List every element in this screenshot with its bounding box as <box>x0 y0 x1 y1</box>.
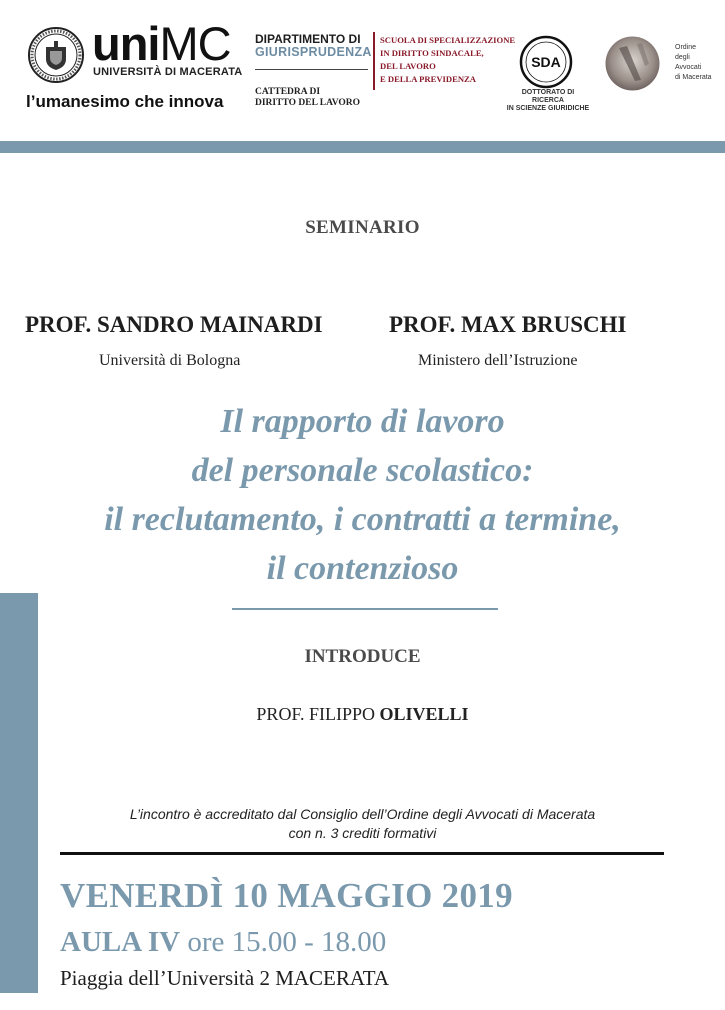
introducer-first: PROF. FILIPPO <box>256 704 376 724</box>
footer-divider <box>60 852 664 855</box>
title-line-3: il reclutamento, i contratti a termine, <box>104 501 621 538</box>
title-line-1: Il rapporto di lavoro <box>220 403 505 440</box>
seminar-title <box>0 397 725 593</box>
introduce-label: INTRODUCE <box>304 646 421 667</box>
avvocati-logo-image <box>605 36 660 91</box>
department-line-1: DIPARTIMENTO DI <box>255 32 361 46</box>
sda-logo <box>519 35 573 89</box>
speaker-2-name: PROF. MAX BRUSCHI <box>389 312 627 337</box>
scuola-line-4: E DELLA PREVIDENZA <box>380 74 476 84</box>
unimc-subtitle: UNIVERSITÀ DI MACERATA <box>93 66 243 78</box>
event-time: ore 15.00 - 18.00 <box>187 926 387 958</box>
department-divider <box>255 69 368 70</box>
title-divider <box>232 608 498 610</box>
event-date: VENERDÌ 10 MAGGIO 2019 <box>60 876 513 915</box>
event-type-label: SEMINARIO <box>305 217 420 238</box>
title-line-4: il contenzioso <box>266 550 459 587</box>
avvocati-line-3: Avvocati <box>675 64 702 71</box>
department-logo <box>255 33 372 59</box>
scuola-label <box>380 34 515 86</box>
avvocati-line-2: degli <box>675 54 690 61</box>
event-room: AULA IV <box>60 926 181 958</box>
sda-caption <box>505 89 591 113</box>
unimc-slogan: l’umanesimo che innova <box>26 92 224 111</box>
sda-logo-text: SDA <box>531 54 561 70</box>
introducer-last: OLIVELLI <box>379 704 469 724</box>
cattedra-label <box>255 87 360 109</box>
scuola-line-3: DEL LAVORO <box>380 61 436 71</box>
speaker-1-name: PROF. SANDRO MAINARDI <box>25 312 323 337</box>
avvocati-label <box>675 43 712 83</box>
scuola-divider <box>373 32 375 90</box>
scuola-line-1: SCUOLA DI SPECIALIZZAZIONE <box>380 35 516 45</box>
avvocati-line-4: di Macerata <box>675 74 712 81</box>
credit-line-2: con n. 3 crediti formativi <box>288 825 437 841</box>
scuola-line-2: IN DIRITTO SINDACALE, <box>380 48 484 58</box>
event-place: Piaggia dell’Università 2 MACERATA <box>60 966 390 990</box>
introducer-name <box>0 704 725 725</box>
avvocati-line-1: Ordine <box>675 44 697 51</box>
event-room-time <box>60 926 386 959</box>
credit-line-1: L’incontro è accreditato dal Consiglio dell’Ordine degli Avvocati di Macerata <box>129 806 596 822</box>
unimc-wordmark: uniMC <box>92 17 231 70</box>
speaker-1-affiliation: Università di Bologna <box>99 352 241 369</box>
cattedra-line-1: CATTEDRA DI <box>255 87 321 97</box>
sda-caption-line-2: IN SCIENZE GIURIDICHE <box>506 105 590 112</box>
cattedra-line-2: DIRITTO DEL LAVORO <box>255 98 361 108</box>
title-line-2: del personale scolastico: <box>191 452 534 489</box>
speaker-2-affiliation: Ministero dell’Istruzione <box>418 352 578 369</box>
sda-caption-line-1: DOTTORATO DI RICERCA <box>521 89 575 104</box>
accreditation-note <box>0 805 725 843</box>
header-accent-bar <box>0 141 725 153</box>
university-seal-logo <box>28 27 84 83</box>
department-line-2: GIURISPRUDENZA <box>255 45 372 59</box>
